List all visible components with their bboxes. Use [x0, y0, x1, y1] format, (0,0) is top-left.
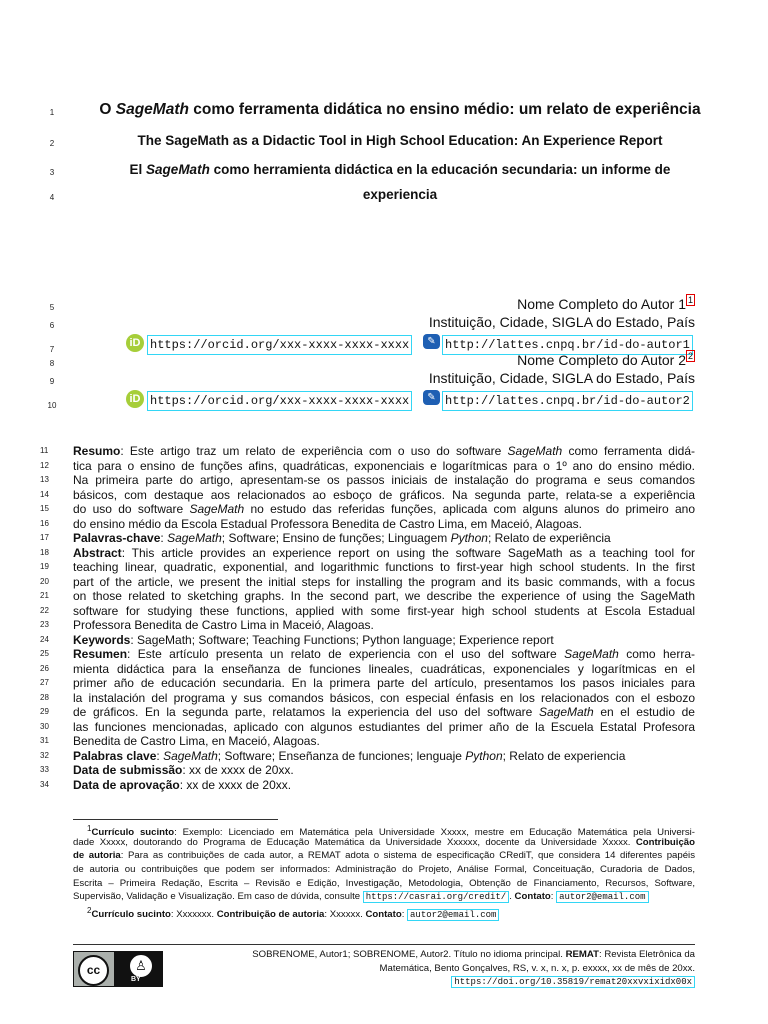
- abstract-line: [40, 473, 695, 488]
- citation-doi: [451, 975, 695, 989]
- text-span: : Xxxxxx.: [324, 909, 366, 921]
- abstract-line: [40, 603, 695, 619]
- italic-text: SageMath: [189, 502, 245, 516]
- text-span: como ferramenta didá-: [562, 444, 695, 458]
- text-span: teaching linear, quadratic, exponential, and logarithmic functions to first-year high school students. In the first: [73, 560, 695, 574]
- cc-icon: cc: [78, 955, 109, 986]
- bold-text: Palabras clave: [73, 748, 157, 763]
- attribution-icon: ♙: [130, 955, 152, 977]
- author-1-institution: Instituição, Cidade, SIGLA do Estado, País: [428, 314, 695, 330]
- orcid-icon: iD: [126, 390, 144, 408]
- text-span: ; Software; Enseñanza de funciones; lenguaje: [217, 748, 466, 763]
- line-number: 21: [40, 591, 49, 600]
- abstract-line: [40, 777, 695, 793]
- text-span: ; Relato de experiência: [487, 531, 611, 545]
- footnote-line: [73, 849, 695, 863]
- text-span: software for studying these functions, applied with some first-year high school students at Escola Estadual: [73, 603, 695, 618]
- line-number: 25: [40, 649, 49, 658]
- text-span: : xx de xxxx de 20xx.: [179, 777, 292, 792]
- text-span: de gráficos. En la segunda parte, relatamos la experiencia del uso del software: [73, 705, 539, 719]
- line-number: 24: [40, 634, 49, 644]
- abstract-line: [40, 444, 695, 459]
- abstract-line: [40, 632, 695, 648]
- bold-text: Data de submissão: [73, 763, 183, 777]
- lattes-icon: ✎: [423, 390, 440, 405]
- title-spanish: El SageMath como herramienta didáctica en la educación secundaria: un informe de: [129, 162, 671, 177]
- text-span: : Xxxxxxx.: [170, 909, 217, 921]
- line-number: 29: [40, 707, 49, 716]
- line-number: 18: [40, 547, 49, 557]
- abstract-line: [40, 763, 695, 778]
- title-spanish-cont: experiencia: [362, 187, 438, 202]
- italic-text: SageMath: [564, 647, 619, 661]
- abstract-line: [40, 690, 695, 706]
- bold-text: Currículo sucinto: [91, 827, 175, 839]
- cc-by-icon[interactable]: [73, 951, 163, 987]
- abstract-line: [40, 647, 695, 662]
- text-span: básicos, com destaque aos relacionados ao esboço de gráficos. Na segunda parte, relata-se a experiência: [73, 487, 695, 502]
- footnote-ref-1[interactable]: 1: [687, 295, 693, 306]
- footnotes: [73, 822, 695, 921]
- author-1-name: Nome Completo do Autor 1 $^1$: [517, 295, 693, 312]
- text-span: ; Relato de experiencia: [502, 748, 626, 763]
- text-span: : This article provides an experience report on using the software SageMath as a teaching tool for: [121, 545, 695, 560]
- author-2-links: [70, 390, 697, 412]
- text-span: las funciones mencionadas, aplicado con algunos estudiantes del primer año de la Escuela Estatal Profesora: [73, 719, 695, 734]
- line-number: 31: [40, 736, 49, 745]
- text-span: Escrita – Primeira Redação, Escrita – Revisão e Edição, Investigação, Metodologia, Obtenção de Financiamento, Recursos, Software,: [73, 877, 695, 889]
- abstract-line: [40, 748, 695, 764]
- line-number: 4: [49, 193, 55, 202]
- bold-text: Abstract: [73, 545, 122, 560]
- bold-text: Currículo sucinto: [91, 909, 171, 921]
- footnote-link[interactable]: autor2@email.com: [407, 909, 499, 921]
- line-number: 27: [40, 678, 49, 687]
- text-span: .: [509, 891, 515, 903]
- line-number: 22: [40, 605, 49, 615]
- footnote-link[interactable]: autor2@email.com: [556, 891, 648, 903]
- by-label: BY: [131, 976, 141, 983]
- text-span: : xx de xxxx de 20xx.: [182, 763, 294, 777]
- text-span: Benedita de Castro Lima, en Maceió, Alagoas.: [73, 734, 320, 748]
- lattes-icon: ✎: [423, 334, 440, 349]
- text-span: :: [550, 891, 557, 903]
- text-span: la instalación del programa y sus comandos básicos, con especial énfasis en los relacionados con el esbozo: [73, 690, 695, 705]
- text-span: :: [156, 748, 164, 763]
- author-2-lattes-link[interactable]: http://lattes.cnpq.br/id-do-autor2: [442, 391, 693, 411]
- abstract-line: [40, 531, 695, 546]
- title-portuguese: O SageMath como ferramenta didática no ensino médio: um relato de experiência: [99, 101, 701, 118]
- line-number: 15: [40, 504, 49, 513]
- abstract-line: [40, 574, 695, 590]
- text-span: mienta didáctica para la enseñanza de funciones lineales, cuadráticas, exponenciales y logarítmicas en el: [73, 661, 695, 676]
- line-number: 17: [40, 533, 49, 542]
- abstract-line: [40, 734, 695, 749]
- bold-text: Resumen: [73, 647, 128, 661]
- text-span: : SageMath; Software; Teaching Functions; Python language; Experience report: [130, 632, 554, 647]
- line-number: 10: [47, 401, 57, 410]
- text-span: on those related to sketching graphs. In the second part, we describe the experience of using the SageMath: [73, 589, 695, 603]
- italic-text: Python: [450, 531, 488, 545]
- text-span: de autoria ou contribuições que podem ser informados: Administração do Projeto, Análise Formal, Conceituação, Curadoria de Dados,: [73, 864, 695, 876]
- text-span: : Este artigo traz um relato de experiência com o uso do software: [120, 444, 508, 458]
- line-number: 34: [40, 779, 49, 789]
- author-2-institution: Instituição, Cidade, SIGLA do Estado, País: [428, 370, 695, 386]
- footnote-line: [73, 877, 695, 891]
- line-number: 11: [40, 446, 49, 455]
- title-english: The SageMath as a Didactic Tool in High School Education: An Experience Report: [137, 133, 663, 148]
- line-number: 8: [49, 359, 55, 368]
- bold-text: Contribuição: [635, 836, 695, 848]
- footnote-line: [73, 836, 695, 850]
- abstract-line: [40, 545, 695, 561]
- footnote-ref-2[interactable]: 2: [687, 351, 693, 362]
- citation-line-1: SOBRENOME, Autor1; SOBRENOME, Autor2. Título no idioma principal. REMAT: Revista Eletrônica da: [252, 949, 695, 960]
- abstract-line: [40, 502, 696, 517]
- footnote-line: [73, 822, 695, 839]
- abstract-line: [40, 705, 695, 720]
- line-number: 26: [40, 663, 49, 673]
- italic-text: SageMath: [167, 531, 222, 545]
- line-number: 14: [40, 489, 49, 499]
- bold-text: Resumo: [73, 444, 121, 458]
- text-span: : Exemplo: Licenciado em Matemática pela Universidade Xxxxx, mestre em Educação Matemática pela Universi-: [174, 827, 695, 839]
- line-number: 7: [49, 345, 55, 354]
- line-number: 20: [40, 576, 49, 586]
- abstract-line: [40, 487, 695, 503]
- line-number: 16: [40, 518, 49, 528]
- doi-link[interactable]: https://doi.org/10.35819/remat20xxvxixidx00x: [451, 976, 695, 988]
- abstract-line: [40, 618, 695, 633]
- author-2-orcid-link[interactable]: https://orcid.org/xxx-xxxx-xxxx-xxxx: [147, 391, 412, 411]
- bold-text: de autoria: [73, 850, 121, 862]
- author-1-lattes-link[interactable]: http://lattes.cnpq.br/id-do-autor1: [442, 335, 693, 355]
- footer-rule: [73, 944, 695, 945]
- abstract-line: [40, 458, 695, 474]
- abstract-line: [40, 560, 695, 575]
- text-span: :: [401, 909, 408, 921]
- text-span: ; Software; Ensino de funções; Linguagem: [221, 531, 451, 545]
- author-2-name: Nome Completo do Autor 2 $^2$: [517, 351, 693, 368]
- line-number: 33: [40, 765, 49, 774]
- text-span: dade Xxxxx, doutorando do Programa de Educação Matemática da Universidade Xxxxxx, docente da Universidade Xxxxx.: [73, 836, 636, 848]
- footnote-marker: 2: [87, 906, 92, 916]
- text-span: primer año de educación secundaria. En la primera parte del artículo, presentamos los pasos iniciales para: [73, 676, 695, 690]
- citation-line-2: Matemática, Bento Gonçalves, RS, v. x, n. x, p. exxxx, xx de mês de 20xx.: [379, 963, 695, 974]
- text-span: Supervisão, Validação e Visualização. Em caso de dúvida, consulte: [73, 891, 363, 903]
- line-number: 12: [40, 460, 49, 470]
- line-number: 13: [40, 475, 49, 484]
- text-span: no estudo das referidas funções, aplicada com alguns alunos do primeiro ano: [244, 502, 696, 516]
- line-number: 30: [40, 721, 49, 731]
- italic-text: SageMath: [163, 748, 218, 763]
- abstract-block: [40, 444, 696, 792]
- italic-text: SageMath: [538, 705, 594, 719]
- text-span: do ensino médio da Escola Estadual Professora Benedita de Castro Lima, em Maceió, Alagoas.: [73, 516, 582, 531]
- footnote-link[interactable]: https://casrai.org/credit/: [363, 891, 509, 903]
- text-span: tica para o ensino de funções afins, quadráticas, exponenciais e logarítmicas para o 1º ano do ensino médio.: [73, 458, 695, 473]
- abstract-line: [40, 719, 695, 735]
- abstract-line: [40, 676, 695, 691]
- footnote-line: [73, 890, 695, 904]
- author-1-orcid-link[interactable]: https://orcid.org/xxx-xxxx-xxxx-xxxx: [147, 335, 412, 355]
- line-number: 9: [49, 377, 55, 386]
- abstract-line: [40, 589, 695, 604]
- bold-text: Keywords: [73, 632, 131, 647]
- bold-text: Contribuição de autoria: [216, 909, 325, 921]
- italic-text: SageMath: [507, 444, 563, 458]
- bold-text: Palavras-chave: [73, 531, 161, 545]
- abstract-line: [40, 661, 695, 677]
- text-span: : Para as contribuições de cada autor, a REMAT adota o sistema de especificação CRediT, que considera 14 diferentes papéis: [120, 850, 695, 862]
- text-span: : Este artículo presenta un relato de experiencia con el uso del software: [127, 647, 565, 661]
- line-number: 1: [49, 108, 55, 117]
- line-number: 6: [49, 321, 55, 330]
- line-number: 28: [40, 692, 49, 702]
- line-number: 3: [49, 168, 55, 177]
- text-span: do uso do software: [73, 502, 190, 516]
- bold-text: Contato: [365, 909, 402, 921]
- footnote-line: [73, 863, 695, 877]
- line-number: 2: [49, 139, 55, 148]
- orcid-icon: iD: [126, 334, 144, 352]
- line-number: 19: [40, 562, 49, 571]
- text-span: Na primeira parte do artigo, apresentam-se os passos iniciais de instalação do programa e seus comandos: [73, 473, 695, 487]
- text-span: :: [160, 531, 168, 545]
- footnote-rule: [73, 819, 278, 820]
- text-span: part of the article, we present the initial steps for installing the program and its basic commands, with a focus: [73, 574, 695, 589]
- bold-text: Data de aprovação: [73, 777, 180, 792]
- text-span: en el estudio de: [593, 705, 695, 719]
- line-number: 23: [40, 620, 49, 629]
- footnote-marker: 1: [87, 824, 92, 833]
- text-span: Professora Benedita de Castro Lima in Maceió, Alagoas.: [73, 618, 374, 632]
- bold-text: Contato: [514, 891, 551, 903]
- line-number: 32: [40, 750, 49, 760]
- abstract-line: [40, 516, 695, 532]
- line-number: 5: [49, 303, 55, 312]
- text-span: como herra-: [618, 647, 695, 661]
- footnote-line: [73, 904, 695, 921]
- italic-text: Python: [465, 748, 503, 763]
